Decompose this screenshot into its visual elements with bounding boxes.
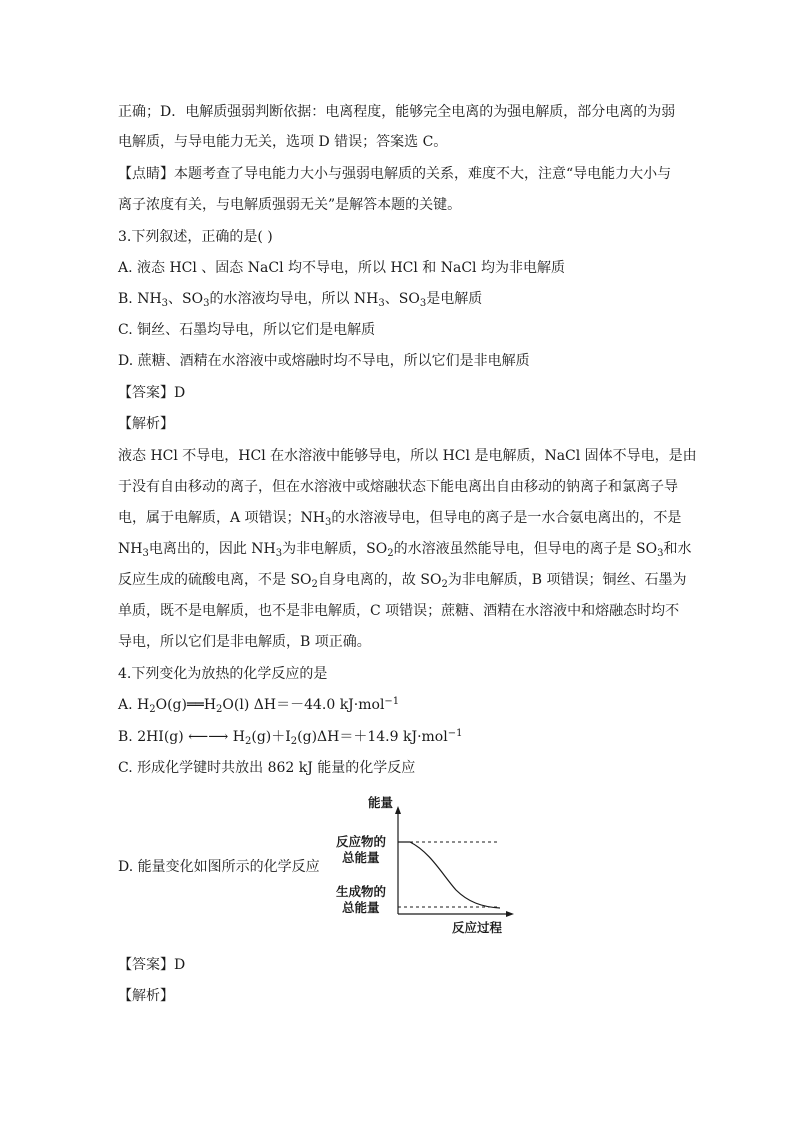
tip-line: 【点睛】本题考查了导电能力大小与强弱电解质的关系，难度不大，注意“导电能力大小与 (118, 166, 672, 182)
option-4c: C. 形成化学键时共放出 862 kJ 能量的化学反应 (118, 760, 416, 776)
option-4b: B. 2HI(g) ⟵⟶ $H_2(g)+I_2(g)\Delta H=+14.9$ kJ·mol$^{-1}$ (118, 728, 463, 747)
option-4a: A. $H_2O(g)══H_2O(l)$ ΔH＝－44.0 kJ·mol$^{-1}$ (118, 696, 400, 715)
option-4d: D. 能量变化如图所示的化学反应 (118, 859, 320, 875)
x-axis-arrow (506, 911, 514, 917)
analysis-line: 反应生成的硫酸电离，不是 $SO_2$自身电离的，故 $SO_2$为非电解质，B 项错误；铜丝、石墨为 (118, 572, 687, 590)
products-label-line1: 生成物的 (336, 884, 387, 899)
analysis-4-heading: 【解析】 (118, 988, 174, 1004)
analysis-line: 液态 HCl 不导电，HCl 在水溶液中能够导电，所以 HCl 是电解质，NaCl 固体不导电，是由 (118, 448, 697, 464)
text-line: 电解质，与导电能力无关，选项 D 错误；答案选 C。 (118, 134, 448, 150)
energy-diagram (330, 792, 520, 938)
y-axis-arrow (395, 806, 401, 814)
option-3d: D. 蔗糖、酒精在水溶液中或熔融时均不导电，所以它们是非电解质 (118, 353, 530, 369)
tip-line: 离子浓度有关，与电解质强弱无关”是解答本题的关键。 (118, 197, 462, 213)
option-3c: C. 铜丝、石墨均导电，所以它们是电解质 (118, 322, 376, 338)
analysis-line: 电，属于电解质，A 项错误；$NH_3$的水溶液导电，但导电的离子是一水合氨电离出的，不是 (118, 510, 682, 528)
products-label-line2: 总能量 (342, 900, 380, 915)
reactants-label-line2: 总能量 (342, 850, 380, 865)
question-3: 3.下列叙述，正确的是( ) (118, 229, 273, 245)
answer-4: 【答案】D (118, 957, 186, 973)
option-3a: A. 液态 HCl 、固态 NaCl 均不导电，所以 HCl 和 NaCl 均为非电解质 (118, 260, 565, 276)
y-axis-label: 能量 (368, 795, 394, 810)
x-axis-label: 反应过程 (452, 920, 503, 935)
question-4: 4.下列变化为放热的化学反应的是 (118, 666, 328, 682)
analysis-line: 单质，既不是电解质，也不是非电解质，C 项错误；蔗糖、酒精在水溶液中和熔融态时均不 (118, 603, 680, 619)
analysis-line: 于没有自由移动的离子，但在水溶液中或熔融状态下能电离出自由移动的钠离子和氯离子导 (118, 479, 678, 495)
answer-3: 【答案】D (118, 385, 186, 401)
analysis-line: $NH_3$电离出的，因此 $NH_3$为非电解质，$SO_2$的水溶液虽然能导电，但导电的离子是 $SO_3$和水 (118, 541, 692, 559)
reactants-label-line1: 反应物的 (336, 834, 387, 849)
energy-curve (398, 842, 500, 908)
analysis-3-heading: 【解析】 (118, 416, 174, 432)
text-line: 正确；D．电解质强弱判断依据：电离程度，能够完全电离的为强电解质，部分电离的为弱 (118, 104, 676, 120)
option-3b: B. $NH_3$、$SO_3$的水溶液均导电，所以 $NH_3$、$SO_3$是电解质 (118, 291, 483, 309)
analysis-line: 导电，所以它们是非电解质，B 项正确。 (118, 634, 371, 650)
